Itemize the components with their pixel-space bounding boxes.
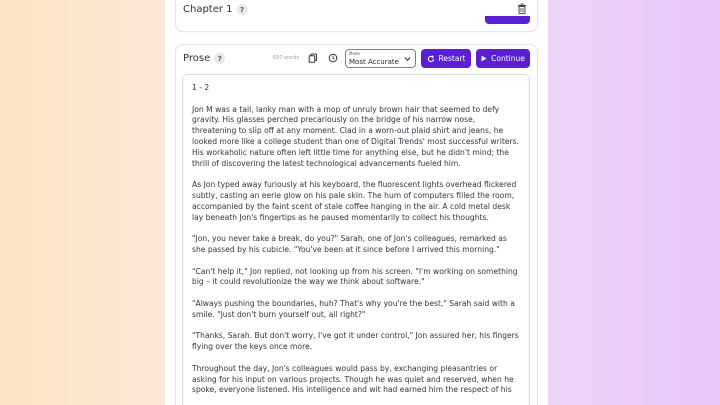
chapter-card	[175, 0, 538, 32]
prose-paragraph: 1 - 2	[192, 83, 210, 92]
continue-button[interactable]	[476, 49, 530, 68]
prose-paragraph: "Jon, you never take a break, do you?" Sarah, one of Jon's colleagues, remarked as she passed by his cubicle. "You've been at it since before I arrived this morning."	[192, 234, 507, 254]
prose-paragraph: Throughout the day, Jon's colleagues would pass by, exchanging pleasantries or asking for his input on various projects. Though he was quiet and reserved, when he spoke, everyone listened. His intelligence and wit had earned him the respect of his	[192, 363, 514, 395]
chapter-help-icon[interactable]: ?	[237, 4, 248, 15]
prose-paragraph: As Jon typed away furiously at his keyboard, the fluorescent lights overhead flickered subtly, casting an eerie glow on his pale skin. The hum of computers filled the room, accompanied by the faint scent of stale coffee hanging in the air. A cold metal desk lay beneath Jon's fingertips as he paused momentarily to collect his thoughts.	[192, 180, 517, 222]
copy-icon[interactable]	[308, 53, 318, 63]
history-icon[interactable]	[328, 53, 338, 63]
chapter-title-text: Chapter 1	[183, 4, 233, 15]
chapter-action-button[interactable]	[485, 16, 530, 24]
mode-value: Most Accurate	[349, 58, 399, 66]
prose-paragraph: "Can't help it," Jon replied, not looking up from his screen. "I'm working on something big – it could revolutionize the way we think about software."	[192, 266, 518, 287]
trash-icon[interactable]	[517, 3, 527, 14]
prose-paragraph: "Always pushing the boundaries, huh? That's why you're the best," Sarah said with a smile. "Just don't burn yourself out, all right?"	[192, 298, 515, 319]
restart-icon	[427, 55, 435, 63]
chevron-down-icon	[404, 56, 411, 62]
prose-card	[175, 44, 538, 405]
prose-help-icon[interactable]: ?	[214, 53, 225, 64]
prose-title: Prose	[183, 53, 211, 64]
prose-textarea[interactable]	[182, 74, 530, 405]
restart-button[interactable]	[421, 49, 471, 68]
continue-label: Continue	[491, 54, 525, 63]
play-icon	[481, 55, 487, 62]
prose-paragraph: "Thanks, Sarah. But don't worry, I've got it under control," Jon assured her, his fingers flying over the keys once more.	[192, 331, 519, 352]
prose-paragraph: Jon M was a tall, lanky man with a mop of unruly brown hair that seemed to defy gravity. His glasses perched precariously on the bridge of his narrow nose, threatening to slip off at any moment. Clad in a worn-out plaid shirt and jeans, he looked more like a college student than one of Digital Trends' most successful writers. His workaholic nature often left little time for anything else, but he didn't mind; the thrill of discovering the latest technological advancements fueled him.	[192, 104, 519, 168]
word-count: 637 words	[273, 55, 300, 61]
prose-header	[183, 53, 225, 64]
mode-caption: Mode	[349, 51, 360, 56]
restart-label: Restart	[438, 54, 466, 63]
mode-select[interactable]	[345, 49, 416, 68]
chapter-title	[183, 4, 248, 15]
